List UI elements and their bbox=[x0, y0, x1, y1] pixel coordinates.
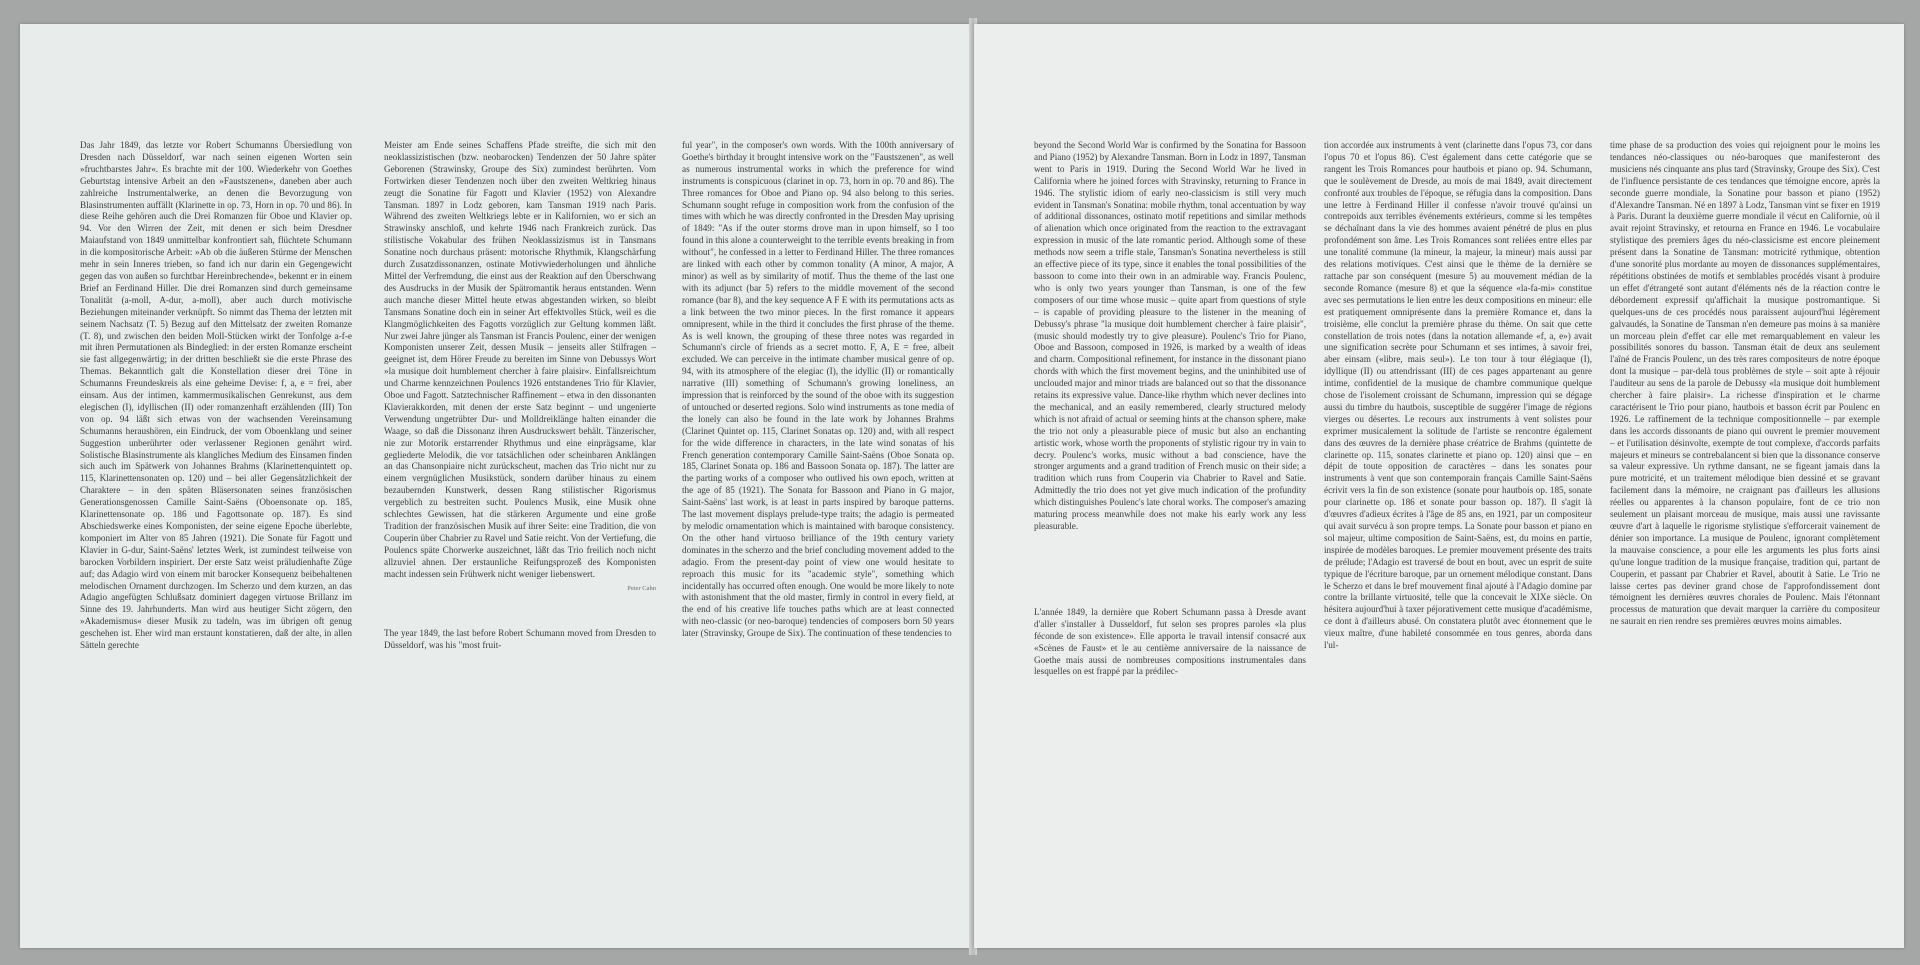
french-intro-paragraph: L'année 1849, la dernière que Robert Schumann passa à Dresde avant d'aller s'installer à Dusseldorf, fut selon ses propres paroles «la plus féconde de son existence». Elle apporta le travail intensif consacré aux «Scènes de Faust» et le au centième anniversaire de la naissance de Goethe mais aussi de nombreuses compositions instrumentales dans lesquelles on est frappé par la prédilec- bbox=[1034, 606, 1306, 677]
german-paragraph-tansman-poulenc: Meister am Ende seines Schaffens Pfade streifte, die sich mit den neoklassizistischen (bzw. neobarocken) Tendenzen der 50 Jahre später Geborenen (Strawinsky, Groupe des Six) zumindest berührten. Vom Fortwirken dieser Tendenzen noch über den zweiten Weltkrieg hinaus zeugt die Sonatine für Fagott und Klavier (1952) von Alexandre Tansman. 1897 in Lodz geboren, kam Tansman 1919 nach Paris. Während des zweiten Weltkriegs lebte er in Kalifornien, wo er sich an Strawinsky anschloß, und kehrte 1946 nach Frankreich zurück. Das stilistische Vokabular des frühen Neoklassizismus ist in Tansmans Sonatine noch durchaus präsent: motorische Rhythmik, Klangschärfung durch Zusatzdissonanzen, ostinate Motivwiederholungen und ähnliche Mittel der Verfremdung, die einst aus der Reaktion auf den Überschwang des Ausdrucks in der Musik der Spätromantik heraus entstanden. Wenn auch manche dieser Mittel heute etwas abgestanden wirken, so bleibt Tansmans Sonatine doch ein in seiner Art effektvolles Stück, weil es die Klangmöglichkeiten des Fagotts vorzüglich zur Geltung kommen läßt. Nur zwei Jahre jünger als Tansman ist Francis Poulenc, einer der wenigen Komponisten unserer Zeit, dessen Musik – jenseits aller Stilfragen – geeignet ist, dem Hörer Freude zu bereiten im Sinne von Debussys Wort »la musique doit humblement chercher à faire plaisir«. Einfallsreichtum und Charme kennzeichnen Poulencs 1926 entstandenes Trio für Klavier, Oboe und Fagott. Satztechnischer Raffinement – etwa in den dissonanten Klavierakkorden, mit denen der erste Satz beginnt – und ungenierte Verwendung ungetrübter Dur- und Molldreiklänge halten einander die Waage, so daß die Dissonanz ihren Ausdruckswert behält. Tänzerischer, nie zur Motorik erstarrender Rhythmus und eine einprägsame, klar gegliederte Melodik, die vor tatsächlichen oder scheinbaren Anklängen an das Chansonpiaire nicht zurückscheut, machen das Trio nicht nur zu einem vergnüglichen Musikstück, sondern darüber hinaus zu einem bezaubernden Kunstwerk, dessen Rang stilistischer Rigorismus vergeblich zu bestreiten sucht. Poulencs Musik, eine Musik ohne schlechtes Gewissen, hat die stärkeren Argumente und eine große Tradition der französischen Musik auf ihrer Seite: eine Tradition, die von Couperin über Chabrier zu Ravel und Satie reicht. Von der Vertiefung, die Poulencs späte Chorwerke auszeichnet, läßt das Trio freilich noch nicht allzuviel ahnen. Der erstaunliche Reifungsprozeß des Komponisten macht indessen sein Frühwerk nicht weniger liebenswert. bbox=[384, 140, 656, 579]
album-spread bbox=[14, 18, 1908, 955]
french-text-column-2 bbox=[1610, 140, 1880, 920]
french-paragraph-tansman-poulenc: time phase de sa production des voies qui rejoignent pour le moins les tendances néo-classiques ou néo-baroques que manifesteront des musiciens nés cinquante ans plus tard (Stravinsky, Groupe des Six). C'est de l'influence persistante de ces tendances que témoigne encore, après la seconde guerre mondiale, la Sonatine pour basson et piano (1952) d'Alexandre Tansman. Né en 1897 à Lodz, Tansman vint se fixer en 1919 à Paris. Durant la deuxième guerre mondiale il vécut en Californie, où il avait rejoint Stravinsky, et retourna en France en 1946. Le vocabulaire stylistique des premiers âges du néo-classicisme est encore pleinement présent dans la Sonatine de Tansman: motricité rythmique, obtention d'une sonorité plus mordante au moyen de dissonances supplémentaires, répétitions obstinées de motifs et semblables procédés visant à produire un effet d'étrangeté sont autant d'éléments nés de la réaction contre le débordement expressif qu'affichait la musique postromantique. Si quelques-uns de ces procédés nous paraissent aujourd'hui légèrement galvaudés, la Sonatine de Tansman n'en demeure pas moins à sa manière un morceau plein d'effet car elle met remarquablement en valeur les possibilités sonores du basson. Tansman était de deux ans seulement l'aîné de Francis Poulenc, un des très rares compositeurs de notre époque dont la musique – par-delà tous problèmes de style – soit apte à réjouir l'auditeur au sens de la parole de Debussy «la musique doit humblement chercher à faire plaisir». La richesse d'inspiration et le charme caractérisent le Trio pour piano, hautbois et basson écrit par Poulenc en 1926. Le raffinement de la technique compositionnelle – par exemple dans les accords dissonants de piano qui ouvrent le premier mouvement – et l'utilisation désinvolte, exempte de tout complexe, d'accords parfaits majeurs et mineurs se contrebalancent si bien que la dissonance conserve sa valeur expressive. Un rythme dansant, ne se figeant jamais dans la pure motricité, et un traitement mélodique bien dessiné et se gravant facilement dans la mémoire, ne craignant pas d'ailleurs les allusions réelles ou apparentes à la chanson populaire, font de ce trio non seulement un plaisant morceau de musique, mais aussi une ravissante œuvre d'art à laquelle le rigorisme stylistique s'efforcerait vainement de dénier son importance. La musique de Poulenc, ignorant complètement la mauvaise conscience, a pour elle les arguments les plus forts ainsi qu'une longue tradition de la musique française, tradition qui, partant de Couperin, et passant par Chabrier et Ravel, aboutit à Satie. Le Trio ne laisse certes pas deviner grand chose de l'approfondissement dont témoignent les dernières œuvres chorales de Poulenc. Mais l'étonnant processus de maturation que devait marquer la carrière du compositeur ne saurait en rien rendre ses premières œuvres moins aimables. bbox=[1610, 140, 1880, 627]
english-text-column-1 bbox=[682, 140, 954, 920]
english-text-column-2 bbox=[1034, 140, 1306, 920]
french-paragraph-schumann: tion accordée aux instruments à vent (clarinette dans l'opus 73, cor dans l'opus 70 et l'opus 86). C'est également dans cette catégorie que se rangent les Trois Romances pour hautbois et piano op. 94. Schumann, que le soulèvement de Dresde, au mois de mai 1849, avait directement confronté aux troubles de l'époque, se réfugia dans la composition. Dans une lettre à Ferdinand Hiller il confesse n'avoir trouvé qu'ainsi un contrepoids aux terribles événements extérieurs, comme si les tempêtes se déchaînant dans la vie des hommes avaient pénétré de plus en plus profondément son âme. Les Trois Romances sont reliées entre elles par une tonalité commune (la mineur, la majeur, la mineur) mais aussi par des relations motivíques. C'est ainsi que le thème de la dernière se rattache par son conséquent (mesure 5) au mouvement médian de la seconde Romance (mesure 8) et que la séquence «la-fa-mi» constitue avec ses permutations le lien entre les deux compositions en mineur: elle est pratiquement omniprésente dans la première Romance et, dans la troisième, elle conclut la première phrase du thème. On sait que cette constellation de trois notes (dans la notation allemande «f, a, e») avait une signification secrète pour Schumann et ses intimes, à savoir frei, aber einsam («libre, mais seul»). Le ton tour à tour élégiaque (I), idyllique (II) ou attendrissant (III) de ces pages appartenant au genre intime, confidentiel de la musique de chambre communique quelque chose de l'isolement croissant de Schumann, impression qui se dégage aussi du timbre du hautbois, susceptible de suggérer l'image de régions vierges ou désertes. Le recours aux instruments à vent solistes pour exprimer musicalement la solitude de l'artiste se rencontre également dans des œuvres de la dernière phase créatrice de Brahms (quintette de clarinette op. 115, sonates clarinette et piano op. 120) ainsi que – en dépit de toute opposition de caractères – dans les sonates pour instruments à vent que son contemporain français Camille Saint-Saëns écrivit vers la fin de son existence (sonate pour hautbois op. 185, sonate pour clarinette op. 186 et sonate pour basson op. 187). Il s'agit là d'œuvres d'adieux écrites à l'âge de 85 ans, en 1921, par un compositeur qui avait survécu à son propre temps. La Sonate pour basson et piano en sol majeur, ultime composition de Saint-Saëns, est, du moins en partie, inspirée de modèles baroques. Le premier mouvement présente des traits de prélude; l'Adagio est traversé de bout en bout, avec un esprit de suite typique de l'écriture baroque, par un ornement mélodique constant. Dans le Scherzo et dans le bref mouvement final ajouté à l'Adagio domine par contre la brillante virtuosité, telle que la concevait le XIXe siècle. On hésitera aujourd'hui à taxer péjorativement cette musique d'académisme, ce dont à d'ailleurs abusé. On constatera plutôt avec étonnement que le vieux maître, d'une habileté consommée en tous genres, aborda dans l'ul- bbox=[1324, 140, 1592, 651]
right-page bbox=[974, 24, 1904, 948]
english-intro-paragraph: The year 1849, the last before Robert Schumann moved from Dresden to Düsseldorf, was his "most fruit- bbox=[384, 628, 656, 651]
english-paragraph-schumann: ful year", in the composer's own words. With the 100th anniversary of Goethe's birthday it brought intensive work on the "Faustszenen", as well as numerous instrumental works in which the preference for wind instruments is conspicuous (clarinet in op. 73, horn in op. 70 and 86). The Three romances for Oboe and Piano op. 94 also belong to this series. Schumann sought refuge in composition work from the confusion of the times with which he was directly confronted in the Dresden May uprising of 1849: "As if the outer storms drove man in upon himself, so I too found in this alone a counterweight to the terrible events breaking in from without", he confessed in a letter to Ferdinand Hiller. The three romances are linked with each other by common tonality (A minor, A major, A minor) as well as by similarity of motif. Thus the theme of the last one with its adjunct (bar 5) refers to the middle movement of the second romance (bar 8), and the key sequence A F E with its permutations acts as a link between the two minor pieces. In the first romance it appears omnipresent, while in the third it concludes the first phrase of the theme. As is well known, the grouping of these three notes was regarded in Schumann's circle of friends as a secret motto. F, A, E = free, albeit excluded. We can perceive in the intimate chamber musical genre of op. 94, with its atmosphere of the elegiac (I), the idyllic (II) or romantically narrative (III) something of Schumann's growing loneliness, an impression that is reinforced by the sound of the oboe with its suggestion of untouched or deserted regions. Solo wind instruments as tone media of the lonely can also be found in the late work by Johannes Brahms (Clarinet Quintet op. 115, Clarinet Sonatas op. 120) and, with all respect for the wide difference in characters, in the late wind sonatas of his French generation contemporary Camille Saint-Saëns (Oboe Sonata op. 185, Clarinet Sonata op. 186 and Bassoon Sonata op. 187). The latter are the parting works of a composer who outlived his own epoch, written at the age of 85 (1921). The Sonata for Bassoon and Piano in G major, Saint-Saëns' last work, is at least in parts inspired by baroque patterns. The last movement displays prelude-type traits; the adagio is permeated by melodic ornamentation which is maintained with baroque consistency. On the other hand virtuoso brilliance of the 19th century variety dominates in the scherzo and the brief concluding movement added to the adagio. From the present-day point of view one would hesitate to reproach this music for its "academic style", something which incidentally has occurred often enough. One would be more likely to note with astonishment that the old master, firmly in control in every field, at the end of his creative life touches paths which are at least connected with neo-classic (or neo-baroque) tendencies of composers born 50 years later (Stravinsky, Groupe de Six). The continuation of these tendencies to bbox=[682, 140, 954, 639]
german-paragraph-schumann: Das Jahr 1849, das letzte vor Robert Schumanns Übersiedlung von Dresden nach Düsseldorf, war nach seinen eigenen Worten sein »fruchtbarstes Jahr«. Es brachte mit der 100. Wiederkehr von Goethes Geburtstag intensive Arbeit an den »Faustszenen«, daneben aber auch zahlreiche Instrumentalwerke, an denen die Bevorzugung von Blasinstrumenten auffällt (Klarinette in op. 73, Horn in op. 70 und 86). In diese Reihe gehören auch die Drei Romanzen für Oboe und Klavier op. 94. Vor den Wirren der Zeit, mit denen er sich beim Dresdner Maiaufstand von 1849 unmittelbar konfrontiert sah, flüchtete Schumann in die kompositorische Arbeit: »Ab ob die äußeren Stürme der Menschen mehr in sein Inneres trieben, so fand ich nur darin ein Gegengewicht gegen das von außen so furchtbar Hereinbrechende«, bekennt er in einem Brief an Ferdinand Hiller. Die drei Romanzen sind durch gemeinsame Tonalität (a-moll, A-dur, a-moll), aber auch durch motivische Beziehungen miteinander verknüpft. So nimmt das Thema der letzten mit seinem Nachsatz (T. 5) Bezug auf den Mittelsatz der zweiten Romanze (T. 8), und zwischen den beiden Moll-Stücken wirkt der Tonfolge a-f-e mit ihren Permutationen als Bindeglied: in der ersten Romanze erscheint sie fast allgegenwärtig; in der dritten beschließt sie die erste Phrase des Themas. Bekanntlich galt die Konstellation dieser drei Töne in Schumanns Freundeskreis als eine geheime Devise: f, a, e = frei, aber einsam. Aus der intimen, kammermusikalischen Genrekunst, aus dem elegischen (I), idyllischen (II) oder romanzenhaft erzählenden (III) Ton von op. 94 läßt sich etwas von der wachsenden Vereinsamung Schumanns heraushören, ein Eindruck, der vom Oboenklang und seiner Suggestion unberührter oder verlassener Regionen genährt wird. Solistische Blasinstrumente als klangliches Medium des Einsamen finden sich auch im Spätwerk von Johannes Brahms (Klarinettenquintett op. 115, Klarinettensonaten op. 120) und – bei aller Gegensätzlichkeit der Charaktere – in den späten Bläsersonaten seines französischen Generationsgenossen Camille Saint-Saëns (Oboensonate op. 185, Klarinettensonate op. 186 und Fagottsonate op. 187). Es sind Abschiedswerke eines Komponisten, der seine eigene Epoche überlebte, komponiert im Alter von 85 Jahren (1921). Die Sonate für Fagott und Klavier in G-dur, Saint-Saëns' letztes Werk, ist zumindest teilweise von barocken Vorbildern inspiriert. Der erste Satz weist präludienhafte Züge auf; das Adagio wird von einem mit barocker Konsequenz beibehaltenen melodischen Ornament durchzogen. Im Scherzo und dem kurzen, an das Adagio angefügten Schlußsatz dominiert dagegen virtuose Brillanz im Sinne des 19. Jahrhunderts. Man wird aus heutiger Sicht zögern, den »Akademismus« dieser Musik zu tadeln, was im übrigen oft genug geschehen ist. Eher wird man erstaunt konstatieren, daß der alte, in allen Sätteln gerechte bbox=[80, 140, 352, 651]
english-paragraph-tansman-poulenc: beyond the Second World War is confirmed by the Sonatina for Bassoon and Piano (1952) by Alexandre Tansman. Born in Lodz in 1897, Tansman went to Paris in 1919. During the Second World War he lived in California where he joined forces with Stravinsky, returning to France in 1946. The stylistic idiom of early neo-classicism is still very much evident in Tansman's Sonatina: mobile rhythm, tonal accentuation by way of additional dissonances, ostinato motif repetitions and similar methods of alienation which once originated from the reaction to the extravagant expression in music of the late romantic period. Although some of these methods now seem a trifle stale, Tansman's Sonatina nevertheless is still an effective piece of its type, since it enables the tonal possibilities of the bassoon to come into their own in an admirable way. Francis Poulenc, who is only two years younger than Tansman, is one of the few composers of our time whose music – quite apart from questions of style – is capable of providing pleasure to the listener in the meaning of Debussy's phrase "la musique doit humblement chercher à faire plaisir", (music should modestly try to give pleasure). Poulenc's Trio for Piano, Oboe and Bassoon, composed in 1926, is marked by a wealth of ideas and charm. Compositional refinement, for instance in the dissonant piano chords with which the first movement begins, and the uninhibited use of unclouded major and minor triads are balanced out so that the dissonance retains its expressive value. Dance-like rhythm which never declines into the mechanical, and an easily remembered, clearly structured melody which is not afraid of actual or seeming hints at the chanson sphere, make the trio not only a pleasurable piece of music but also an enchanting artistic work, whose worth the proponents of stylistic rigour try in vain to decry. Poulenc's works, music without a bad conscience, have the stronger arguments and a grand tradition of French music on their side; a tradition which runs from Couperin via Chabrier to Ravel and Satie. Admittedly the trio does not yet give much indication of the profundity which distinguishes Poulenc's late choral works. The composer's amazing maturing process meanwhile does not make his early work any less pleasurable. bbox=[1034, 140, 1306, 531]
german-text-column-2 bbox=[384, 140, 656, 920]
left-page bbox=[20, 24, 970, 948]
german-text-column-1 bbox=[80, 140, 352, 920]
author-credit: Peter Cahn bbox=[627, 584, 656, 592]
french-text-column-1 bbox=[1324, 140, 1592, 920]
